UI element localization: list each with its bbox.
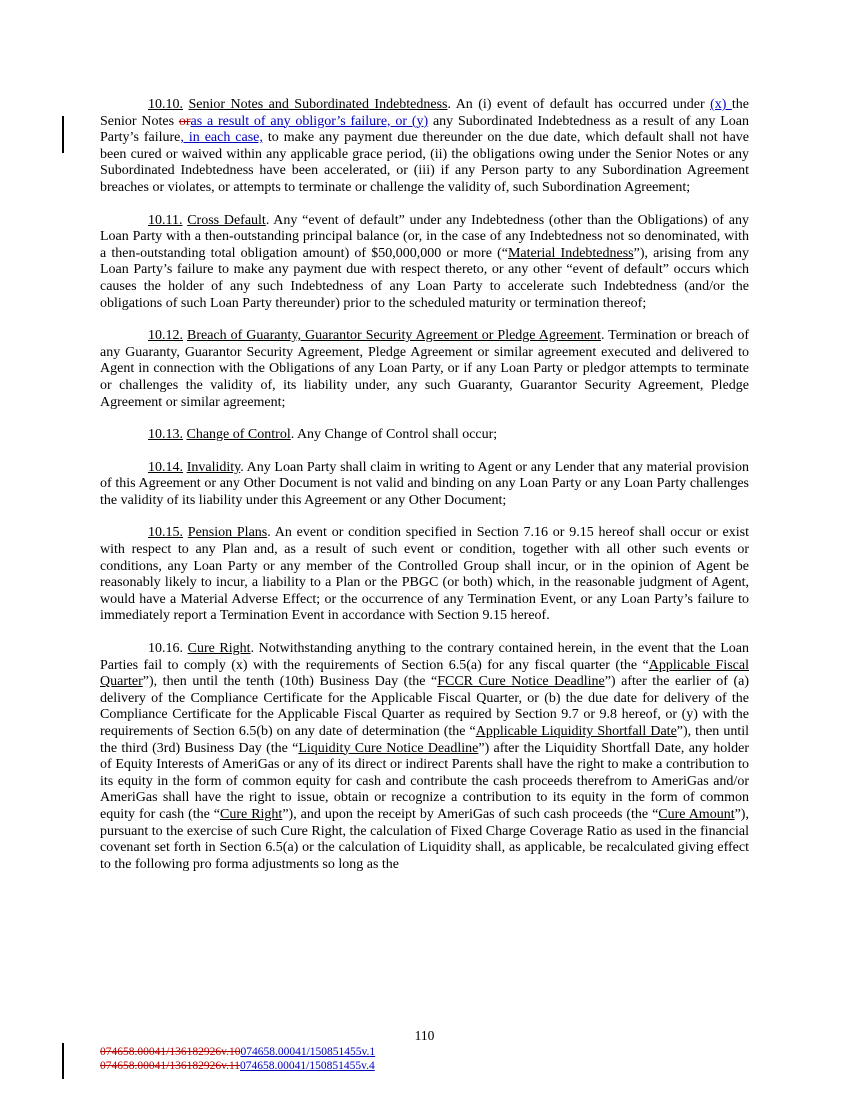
text-run: Cure Right [220,806,283,822]
text-run: Cure Amount [658,806,735,822]
text-run: ”) after the Liquidity Shortfall Date, any holder of Equity Interests of AmeriGas or any of its direct or indirect Parents shall have the right to make a contribution to its equity in the form of common equity for cash and contribute the cash proceeds therefrom to AmeriGas and/or AmeriGas shall have the right to issue, obtain or recognize a contribution to its equity in the form of common equity for cash (the “ [100,740,749,822]
text-run: 074658.00041/150851455v.4 [240,1059,375,1072]
text-run: as a result of any obligor’s failure, or (y) [190,113,429,129]
text-run: FCCR Cure Notice Deadline [437,674,605,690]
text-run: Senior Notes and Subordinated Indebtedness [188,97,448,112]
text-run: Material Indebtedness [507,245,634,261]
text-run: ”), then until the tenth (10th) Business Day (the “ [142,674,438,690]
text-run: Pension Plans [187,525,268,541]
text-run: 074658.00041/136182926v.11 [100,1059,241,1072]
text-run: ”), then until the third (3rd) Business Day (the “ [100,724,749,756]
text-run: Liquidity Cure Notice Deadline [298,740,479,756]
section-10-10 [100,97,749,197]
text-run: to make any payment due thereunder on the due date, which default shall not have been cured or waived within any applicable grace period, (ii) the obligations owing under the Senior Notes or any Subordinated Indebtedness have been accelerated, or (iii) if any Person party to any Subordination Agreement breaches or violates, or attempts to terminate or challenge the validity of, such Subordination Agreement; [100,130,750,195]
text-run: . Notwithstanding anything to the contrary contained herein, in the event that the Loan Parties fail to comply (x) with the requirements of Section 6.5(a) for any fiscal quarter (the “ [100,641,749,673]
change-bar-top [62,116,64,153]
text-run: 074658.00041/150851455v.1 [240,1046,376,1058]
text-run: any Subordinated Indebtedness as a result of any Loan Party’s failure [100,113,750,146]
text-run: , in each case, [180,130,263,146]
text-run: 074658.00041/136182926v.10 [100,1046,241,1058]
text-run: ”), arising from any Loan Party’s failure to make any payment due with respect thereto, or any other “event of default” occurs which causes the holder of any such Indebtedness of any Loan Party to accelerate such Indebtedness (and/or the obligations of such Loan Party thereunder) prior to the scheduled maturity or termination thereof; [100,245,749,311]
footer [100,1046,375,1073]
text-run: . An (i) event of default has occurred under [447,97,711,112]
change-bar-footer [62,1043,64,1079]
text-run: Invalidity [186,459,241,475]
text-run: . An event or condition specified in Section 7.16 or 9.15 hereof shall occur or exist with respect to any Plan and, as a result of such event or condition, together with all other such events or conditions, any Loan Party or any member of the Controlled Group shall incur, or in the opinion of Agent be reasonably likely to incur, a liability to a Plan or the PBGC (or both) which, in the reasonable judgment of Agent, would have a Material Adverse Effect; or the occurrence of any Termination Event, or any Loan Party’s failure to immediately report a Termination Event in accordance with Section 9.15 hereof. [100,525,749,624]
text-run: . Termination or breach of any Guaranty, Guarantor Security Agreement, Pledge Agreement or similar agreement executed and delivered to Agent in connection with the Obligations of any Loan Party, or if any Loan Party or pledgor attempts to terminate or challenges the validity of, its liability under, any such Guaranty, Guarantor Security Agreement, Pledge Agreement or similar agreement; [100,328,750,410]
text-run: 10.11. [148,212,183,228]
text-run: . Any Change of Control shall occur; [290,427,498,443]
text-run: Cross Default [187,212,266,228]
section-10-11 [100,213,749,313]
text-run: (x) [710,97,732,112]
footer-line-1 [100,1046,375,1060]
section-10-15 [100,525,749,625]
text-run: ”), pursuant to the exercise of such Cure Right, the calculation of Fixed Charge Coverage Ratio as used in the financial covenant set forth in Section 6.5(a) or the calculation of Liquidity shall, as applicable, be recalculated giving effect to the following pro forma adjustments so long as the [100,806,749,872]
text-run: . Any “event of default” under any Indebtedness (other than the Obligations) of any Loan Party with a then-outstanding principal balance (or, in the case of any Indebtedness not so denominated, with a then-outstanding total obligation amount) of $50,000,000 or more (“ [100,212,749,261]
text-run: Applicable Liquidity Shortfall Date [475,724,677,739]
page-number: 110 [414,1028,435,1043]
text-run: 10.12. [148,328,183,344]
text-run: Applicable Fiscal Quarter [100,657,749,690]
document-body [100,97,749,873]
text-run: 10.10. [148,97,183,112]
section-10-13 [100,427,749,444]
text-run: 10.15. [148,525,183,541]
text-run: . Any Loan Party shall claim in writing to Agent or any Lender that any material provision of this Agreement or any Other Document is not valid and binding on any Loan Party or any Loan Party challenges the validity of its liability under this Agreement or any Other Document; [100,459,749,508]
text-run: or [178,113,191,129]
footer-line-2 [100,1060,375,1074]
section-10-14 [100,460,749,510]
text-run: 10.13. [148,427,183,443]
text-run: Breach of Guaranty, Guarantor Security Agreement or Pledge Agreement [187,328,601,344]
text-run: the Senior Notes [100,97,749,129]
text-run: 10.16. [148,641,188,657]
section-10-16 [100,641,749,873]
text-run: Cure Right [187,641,251,657]
section-10-12 [100,328,749,411]
text-run: ”) after the earlier of (a) delivery of the Compliance Certificate for the Applicable Fiscal Quarter, or (b) the due date for delivery of the Compliance Certificate for the Applicable Fiscal Quarter as required by Section 9.7 or 9.8 hereof, or (y) with the requirements of Section 6.5(b) on any date of determination (the “ [100,674,749,739]
text-run: ”), and upon the receipt by AmeriGas of such cash proceeds (the “ [282,806,659,822]
text-run: 10.14. [148,459,183,475]
text-run: Change of Control [186,427,291,443]
